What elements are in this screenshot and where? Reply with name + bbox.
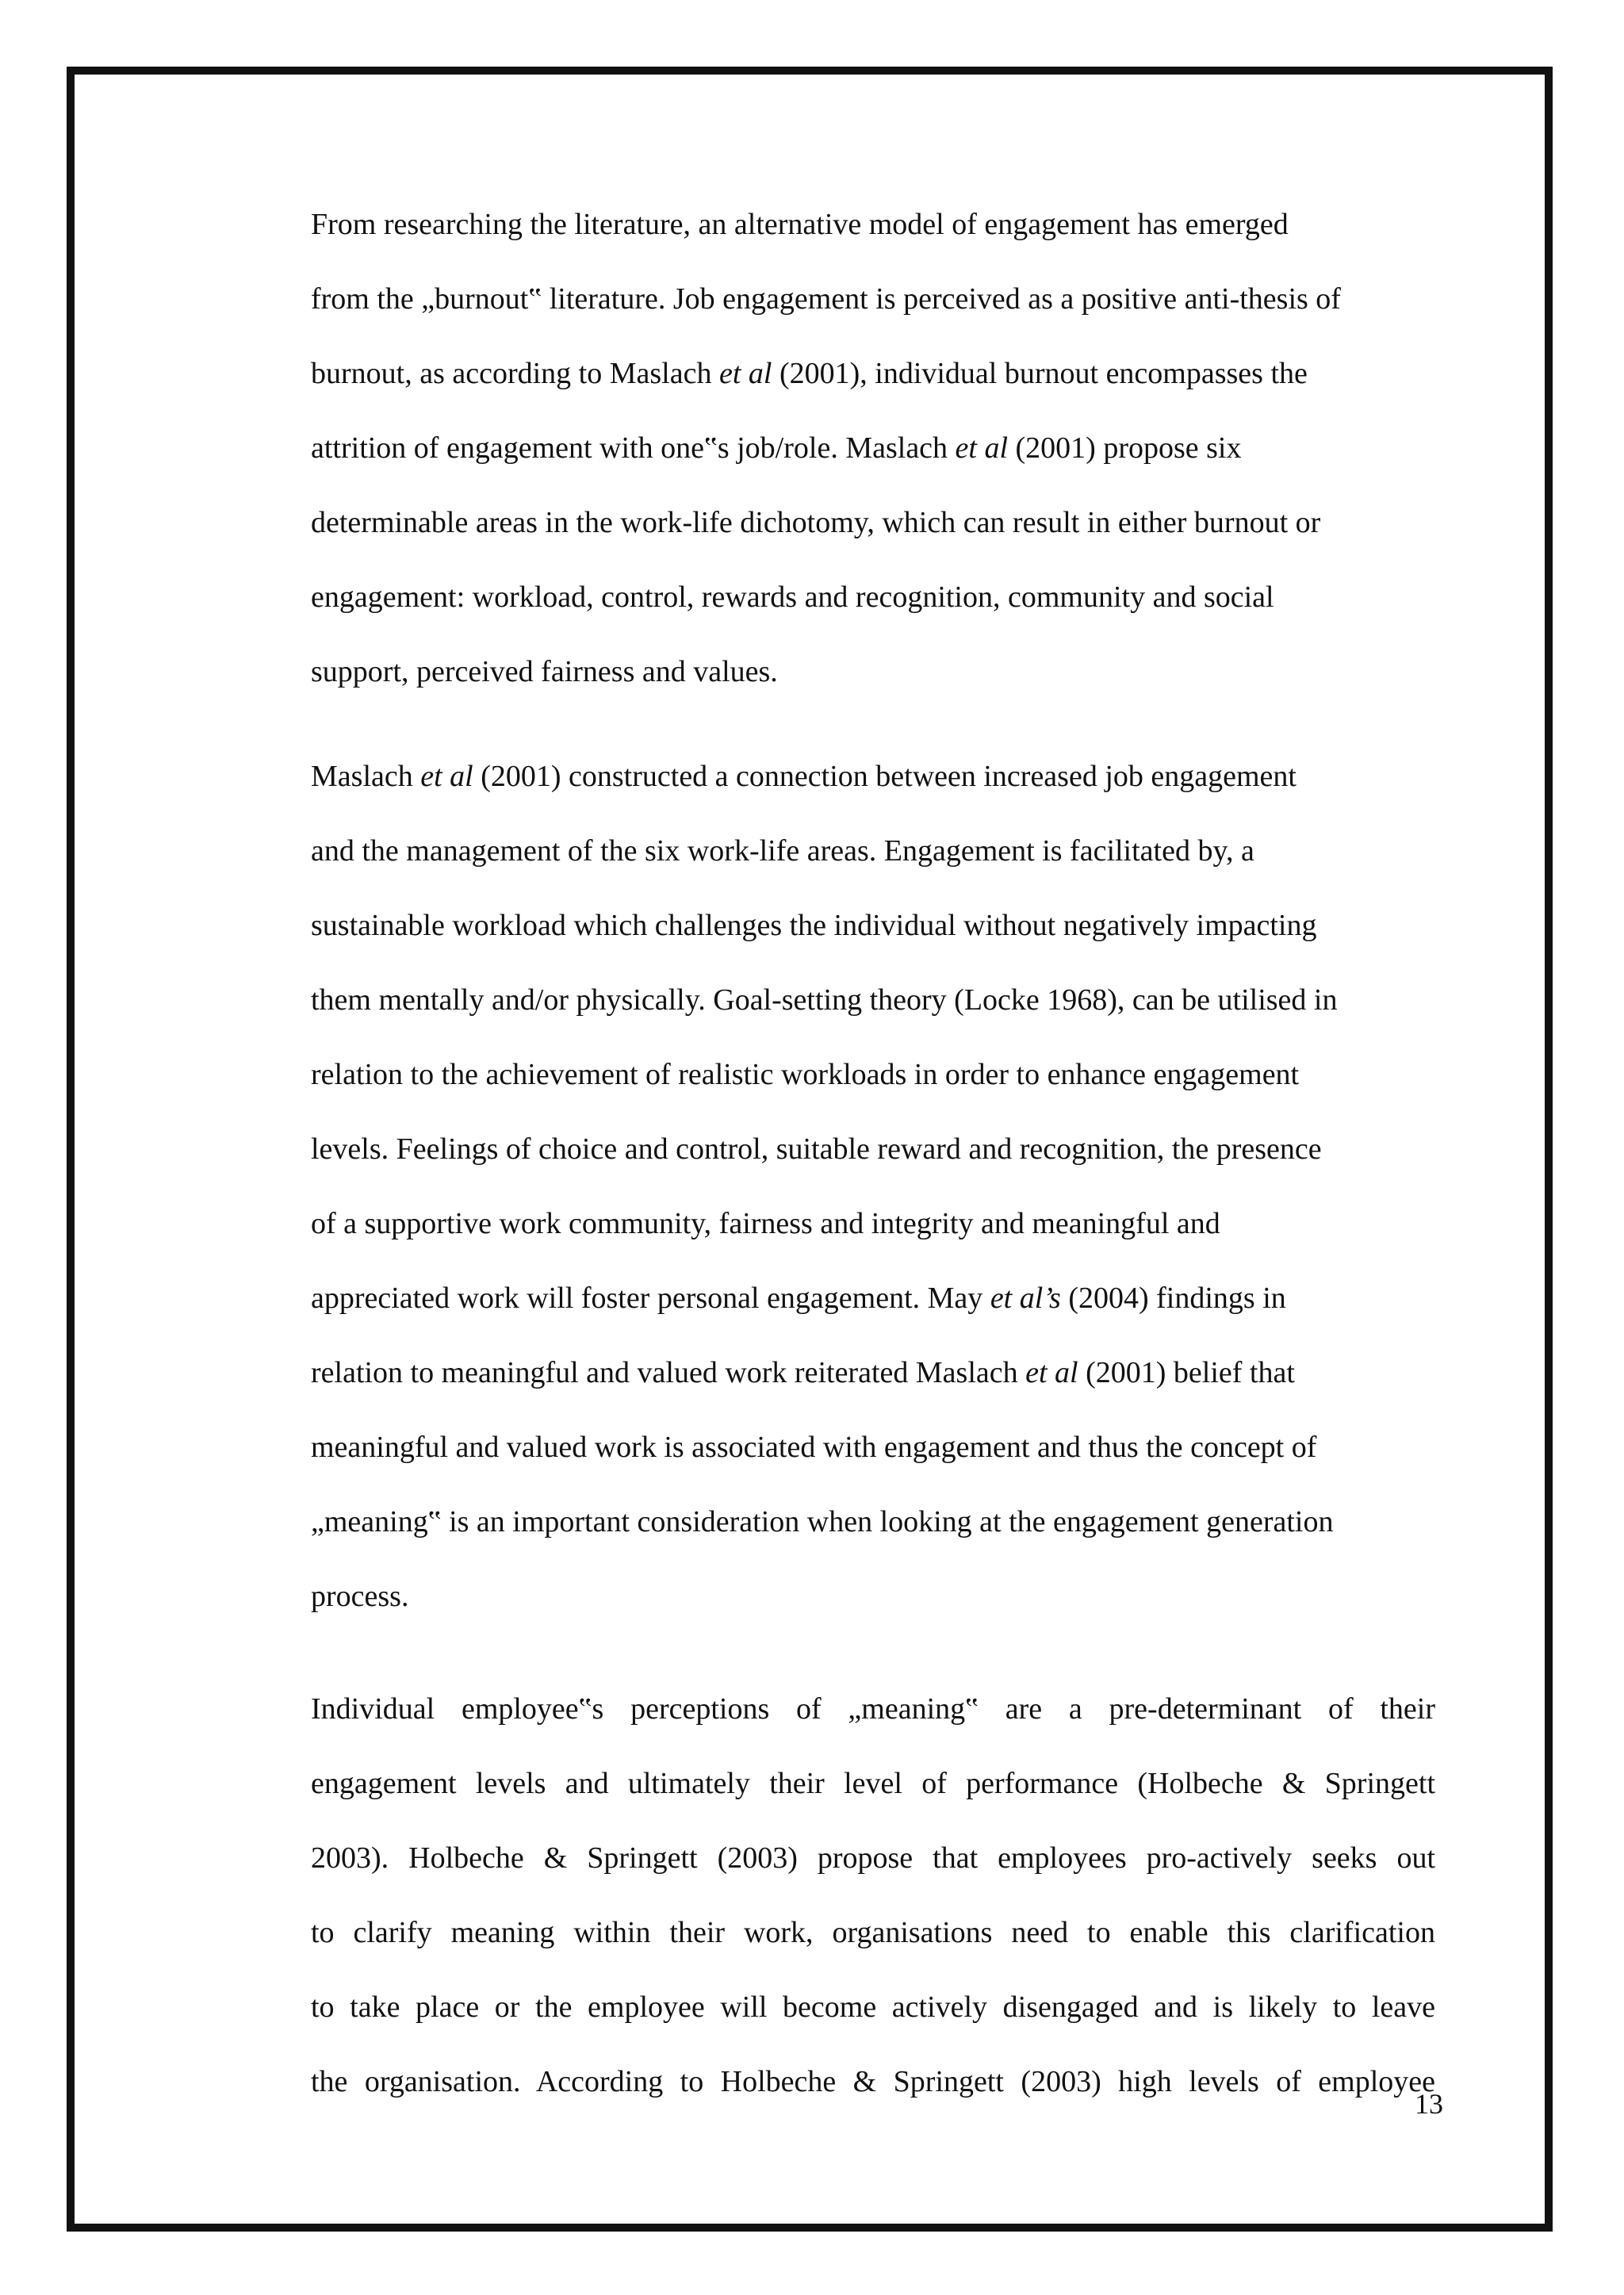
- page-number: 13: [1415, 2088, 1443, 2120]
- text-line: relation to the achievement of realistic workloads in order to enhance engagement: [311, 1058, 1300, 1091]
- text-line: Maslach et al (2001) constructed a connection between increased job engagement: [311, 760, 1297, 793]
- text-line: from the „burnout‟ literature. Job engagement is perceived as a positive anti-thesis of: [311, 282, 1341, 316]
- text-line: Individual employee‟s perceptions of „meaning‟ are a pre-determinant of their: [311, 1692, 1435, 1726]
- text-line: engagement: workload, control, rewards and recognition, community and social: [311, 580, 1274, 614]
- text-line: levels. Feelings of choice and control, suitable reward and recognition, the presence: [311, 1132, 1322, 1166]
- text-line: of a supportive work community, fairness and integrity and meaningful and: [311, 1207, 1220, 1240]
- text-line: and the management of the six work-life areas. Engagement is facilitated by, a: [311, 834, 1254, 868]
- text-line: „meaning‟ is an important consideration when looking at the engagement generation: [311, 1505, 1334, 1538]
- paragraph-1: [311, 187, 1435, 709]
- text-line: to take place or the employee will become actively disengaged and is likely to leave: [311, 1990, 1435, 2024]
- text-line: relation to meaningful and valued work reiterated Maslach et al (2001) belief that: [311, 1356, 1295, 1389]
- text-line: attrition of engagement with one‟s job/role. Maslach et al (2001) propose six: [311, 431, 1242, 465]
- text-line: support, perceived fairness and values.: [311, 655, 778, 688]
- text-line: engagement levels and ultimately their level of performance (Holbeche & Springett: [311, 1767, 1435, 1800]
- text-line: From researching the literature, an alternative model of engagement has emerged: [311, 208, 1289, 241]
- text-line: the organisation. According to Holbeche & Springett (2003) high levels of employee: [311, 2065, 1435, 2098]
- text-line: to clarify meaning within their work, organisations need to enable this clarification: [311, 1916, 1435, 1949]
- text-line: 2003). Holbeche & Springett (2003) propose that employees pro-actively seeks out: [311, 1841, 1435, 1875]
- paragraph-3: [311, 1672, 1435, 2119]
- text-line: them mentally and/or physically. Goal-setting theory (Locke 1968), can be utilised in: [311, 983, 1338, 1017]
- paragraph-2: [311, 739, 1435, 1634]
- text-line: determinable areas in the work-life dichotomy, which can result in either burnout or: [311, 506, 1321, 539]
- text-line: sustainable workload which challenges the individual without negatively impacting: [311, 909, 1317, 942]
- text-line: appreciated work will foster personal engagement. May et al’s (2004) findings in: [311, 1282, 1286, 1315]
- text-line: meaningful and valued work is associated with engagement and thus the concept of: [311, 1431, 1317, 1464]
- text-line: burnout, as according to Maslach et al (2001), individual burnout encompasses the: [311, 357, 1308, 390]
- text-line: process.: [311, 1580, 409, 1613]
